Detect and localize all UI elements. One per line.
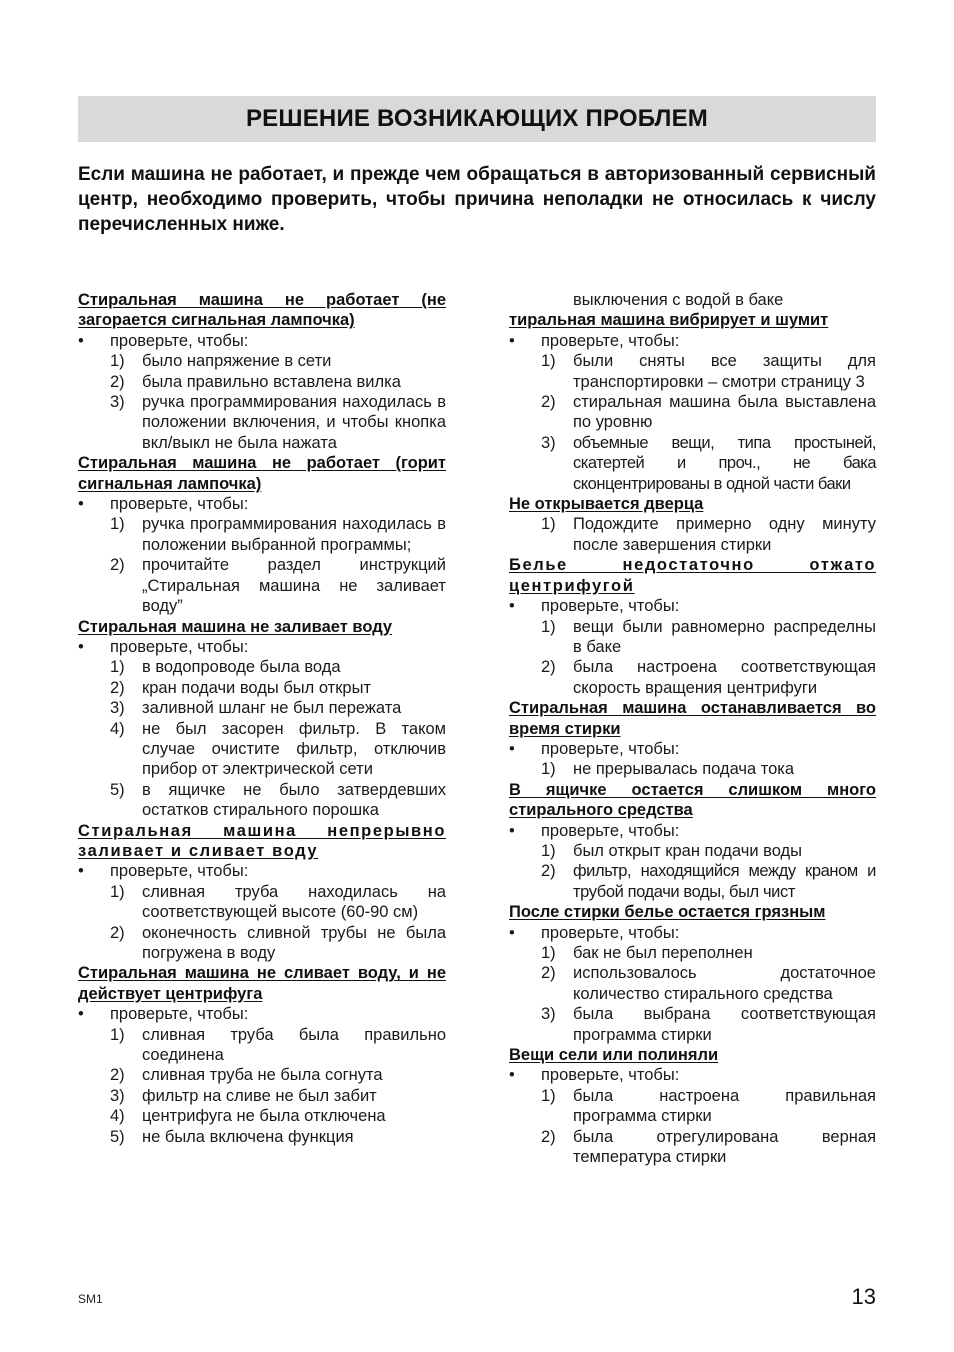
section-heading: Не открывается дверца [509,495,704,514]
list-item: 2) сливная труба не была согнута [110,1066,383,1085]
list-item: 5) не была включена функция [110,1127,354,1146]
list-item: 1) вещи были равномерно распределны в баке [541,617,876,656]
section-heading: Стиральная машина не работает (горит сигнальная лампочка) [78,454,446,493]
list-item: 1) не прерывалась подача тока [541,760,795,779]
section-vibration [509,310,876,494]
bullet-dot: • [509,331,515,350]
section-door-not-opening [509,494,876,555]
list-item: 3) была выбрана соответствующая программа стирки [541,1005,876,1044]
section-heading: Белье недостаточно отжато центрифугой [509,556,876,595]
list-item: 1) была настроена правильная программа стирки [541,1086,876,1126]
list-item: 2) использовалось достаточное количество стирального средства [541,964,876,1003]
bullet-line: • проверьте, чтобы: [509,739,680,758]
section-no-drain-no-spin [78,963,446,1147]
list-item: 4) не был засорен фильтр. В таком случае очистите фильтр, отключив прибор от электрической сети [110,719,446,779]
section-heading: Стиральная машина останавливается во время стирки [509,699,876,738]
list-item: 3) фильтр на сливе не был забит [110,1086,377,1105]
bullet-line: • проверьте, чтобы: [509,923,680,942]
list-item: 1) в водопроводе была вода [110,658,341,677]
list-item: 2) прочитайте раздел инструкций „Стиральная машина не заливает воду” [110,556,446,616]
list-item: 1) был открыт кран подачи воды [541,841,803,860]
intro-paragraph: Если машина не работает, и прежде чем обращаться в авторизованный сервисный центр, необходимо проверить, чтобы причина неполадки не относилась к числу перечисленных ниже. [78,164,876,235]
section-lamp-on [78,453,446,616]
section-heading: Стиральная машина не работает (не загорается сигнальная лампочка) [78,291,446,330]
section-no-power [78,290,446,453]
bullet-line: • проверьте, чтобы: [509,331,680,350]
section-poor-spin [509,555,876,698]
list-item: 2) стиральная машина была выставлена по уровню [541,393,876,432]
left-column [78,290,446,1147]
continuation-text: выключения с водой в баке [573,291,784,309]
right-column [509,290,876,1167]
list-item: 1) были сняты все защиты для транспортировки – смотри страницу 3 [541,352,876,391]
list-item: 2) была правильно вставлена вилка [110,372,401,391]
list-item: 3) объемные вещи, типа простыней, скатертей и проч., не бака сконцентрированы в одной части баки [541,433,876,493]
list-item: 2) была отрегулирована верная температура стирки [541,1127,876,1167]
section-heading: В ящичке остается слишком много стирального средства [509,780,876,820]
bullet-line: • проверьте, чтобы: [78,495,249,514]
list-item: 4) центрифуга не была отключена [110,1107,386,1126]
bullet-dot: • [78,495,84,514]
list-item: 1) бак не был переполнен [541,944,753,962]
bullet-line: • проверьте, чтобы: [509,597,680,616]
section-stops-during-wash [509,698,876,780]
section-detergent-left [509,780,876,902]
section-heading: После стирки белье остается грязным [509,903,826,922]
bullet-dot: • [509,1066,515,1085]
page-number: 13 [851,1284,876,1309]
bullet-line: • проверьте, чтобы: [78,331,249,350]
section-heading: тиральная машина вибрирует и шумит [509,311,829,330]
list-item: 2) была настроена соответствующая скорость вращения центрифуги [541,658,876,697]
list-item: 2) фильтр, находящийся между краном и трубой подачи воды, был чист [541,862,876,901]
section-shrunk-faded [509,1045,876,1167]
bullet-dot: • [509,739,515,758]
list-item: 1) ручка программирования находилась в положении выбранной программы; [110,515,446,554]
bullet-dot: • [509,821,515,840]
bullet-line: • проверьте, чтобы: [78,862,249,881]
bullet-line: • проверьте, чтобы: [78,1005,249,1024]
bullet-dot: • [78,331,84,350]
list-item: 2) оконечность сливной трубы не была погружена в воду [110,923,446,962]
section-heading: Стиральная машина не сливает воду, и не действует центрифуга [78,964,446,1003]
list-item: 1) Подождите примерно одну минуту после завершения стирки [541,515,876,554]
list-item: 1) сливная труба находилась на соответствующей высоте (60-90 см) [110,882,446,922]
bullet-dot: • [509,923,515,942]
bullet-dot: • [78,1005,84,1024]
list-item: 1) сливная труба была правильно соединена [110,1025,446,1065]
section-heading: Стиральная машина не заливает воду [78,617,393,636]
section-heading: Стиральная машина непрерывно заливает и сливает воду [78,821,446,860]
bullet-dot: • [78,862,84,881]
list-item: 3) заливной шланг не был пережата [110,699,402,718]
list-item: 5) в ящичке не было затвердевших остатков стирального порошка [110,780,446,820]
footer-code: SM1 [78,1292,103,1306]
list-item: 3) ручка программирования находилась в положении включения, и чтобы кнопка вкл/выкл не была нажата [110,393,446,452]
section-continuous-fill-drain [78,821,446,964]
section-heading: Вещи сели или полиняли [509,1046,719,1065]
section-dirty-laundry [509,902,876,1045]
bullet-dot: • [78,637,84,656]
page-title: РЕШЕНИЕ ВОЗНИКАЮЩИХ ПРОБЛЕМ [245,105,709,132]
list-item: 2) кран подачи воды был открыт [110,678,372,697]
list-item: 1) было напряжение в сети [110,352,332,371]
title-bar [78,96,876,142]
bullet-line: • проверьте, чтобы: [78,637,249,656]
bullet-dot: • [509,597,515,616]
bullet-line: • проверьте, чтобы: [509,1066,680,1085]
section-no-water-intake [78,617,446,821]
bullet-line: • проверьте, чтобы: [509,821,680,840]
